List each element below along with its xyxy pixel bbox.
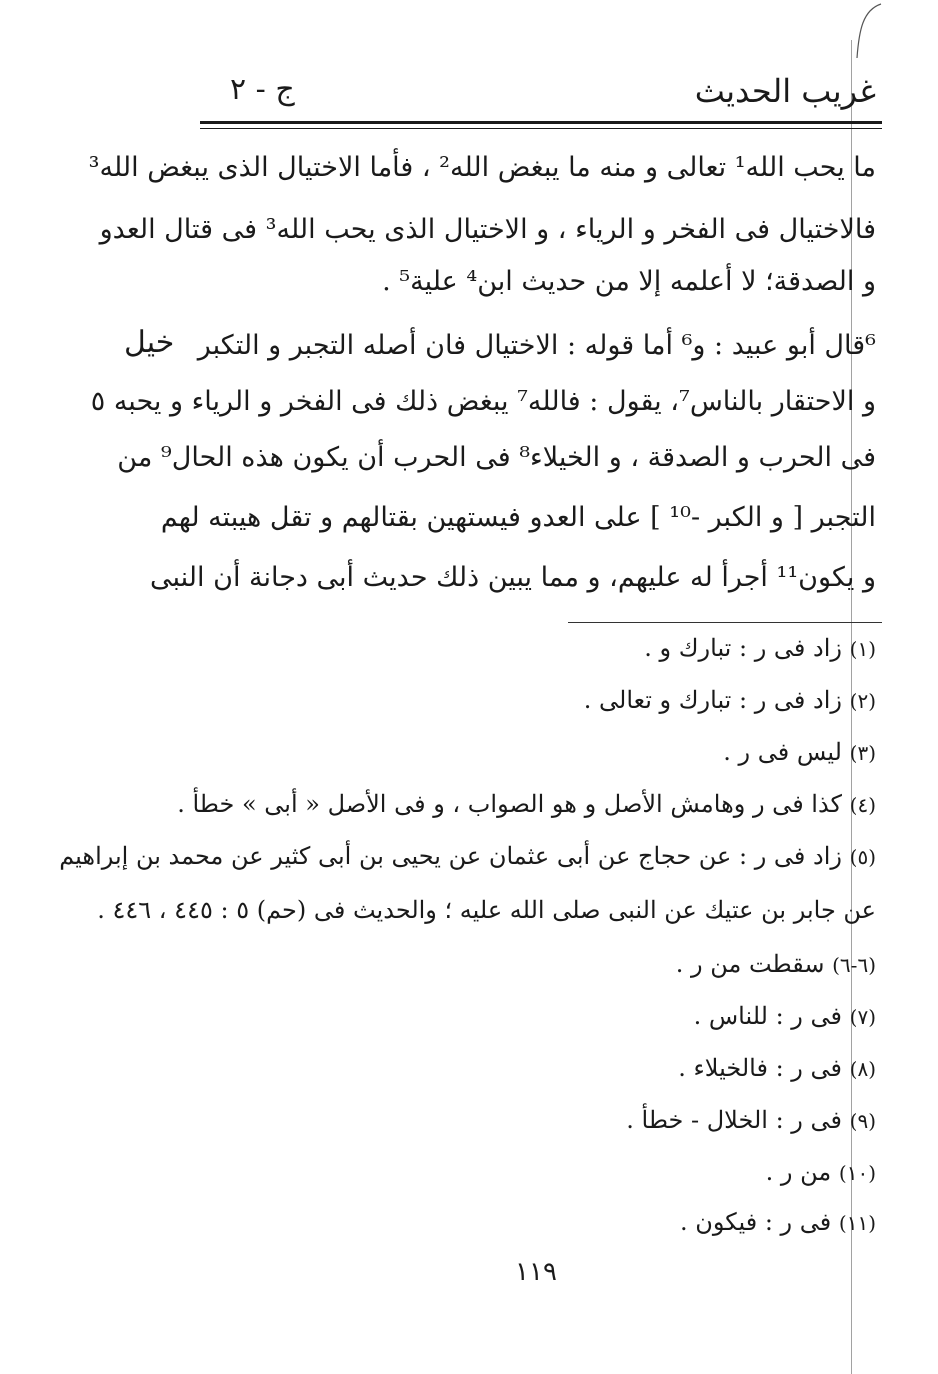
footnote-mark: (٢) xyxy=(849,689,876,713)
footnote-mark: (١) xyxy=(849,637,876,661)
footnote-text: فى ر : للناس . xyxy=(693,1002,842,1030)
footnote-text: ليس فى ر . xyxy=(723,738,842,766)
marginal-keyword: خيل xyxy=(124,325,175,360)
footnote-mark: (١٠) xyxy=(838,1161,876,1185)
body-line-7: التجبر [ و الكبر -¹⁰ ] على العدو فيستهين بقتالهم و تقل هيبته لهم xyxy=(160,502,876,533)
footnote-separator xyxy=(568,622,882,623)
footnote-text: عن جابر بن عتيك عن النبى صلى الله عليه ؛ والحديث فى (حم) ٥ : ٤٤٥ ، ٤٤٦ . xyxy=(97,896,876,924)
volume-label: ج - ٢ xyxy=(230,72,295,107)
footnote-mark: (٨) xyxy=(849,1057,876,1081)
footnote-10 xyxy=(766,1154,876,1191)
footnote-text: فى ر : الخلال - خطأ . xyxy=(626,1106,842,1134)
header-rule-thin xyxy=(200,128,882,129)
body-line-3: و الصدقة؛ لا أعلمه إلا من حديث ابن⁴ علية⁵ . xyxy=(382,266,876,297)
footnote-3 xyxy=(723,734,876,771)
footnote-2 xyxy=(584,682,876,719)
footnote-text: كذا فى ر وهامش الأصل و هو الصواب ، و فى الأصل « أبى » خطأ . xyxy=(177,790,842,818)
body-line-2: فالاختيال فى الفخر و الرياء ، و الاختيال الذى يحب الله³ فى قتال العدو xyxy=(99,214,876,245)
footnote-text: سقطت من ر . xyxy=(675,950,825,978)
page-number: ١١٩ xyxy=(515,1257,557,1287)
header-rule-thick xyxy=(200,121,882,124)
footnote-mark: (٩) xyxy=(849,1109,876,1133)
footnote-mark: (١١) xyxy=(838,1211,876,1235)
footnote-mark: (٤) xyxy=(849,793,876,817)
footnote-text: فى ر : فيكون . xyxy=(679,1208,832,1236)
body-line-1: ما يحب الله¹ تعالى و منه ما يبغض الله² ، فأما الاختيال الذى يبغض الله³ xyxy=(88,152,876,183)
footnote-text: فى ر : فالخيلاء . xyxy=(678,1054,842,1082)
body-line-8: و يكون¹¹ أجرأ له عليهم، و مما يبين ذلك حديث أبى دجانة أن النبى xyxy=(150,562,876,593)
page-curl-mark xyxy=(853,0,883,60)
footnote-text: زاد فى ر : تبارك و تعالى . xyxy=(583,686,842,714)
body-line-5: و الاحتقار بالناس⁷، يقول : فالله⁷ يبغض ذلك فى الفخر و الرياء و يحبه ٥ xyxy=(90,386,876,417)
footnote-mark: (٦-٦) xyxy=(832,953,876,977)
running-head: غريب الحديث xyxy=(694,72,876,110)
footnote-mark: (٣) xyxy=(849,741,876,765)
footnote-5-continued xyxy=(97,892,876,928)
footnote-5 xyxy=(59,838,876,875)
body-line-6: فى الحرب و الصدقة ، و الخيلاء⁸ فى الحرب أن يكون هذه الحال⁹ من xyxy=(117,442,876,473)
footnote-mark: (٥) xyxy=(849,845,876,869)
footnote-mark: (٧) xyxy=(849,1005,876,1029)
footnote-1 xyxy=(644,630,876,667)
footnote-9 xyxy=(626,1102,876,1139)
footnote-4 xyxy=(177,786,876,823)
footnote-text: زاد فى ر : عن حجاج عن أبى عثمان عن يحيى بن أبى كثير عن محمد بن إبراهيم xyxy=(59,842,842,870)
footnote-text: زاد فى ر : تبارك و . xyxy=(644,634,842,662)
footnote-7 xyxy=(694,998,876,1035)
body-line-4: ⁶قال أبو عبيد : و⁶ أما قوله : الاختيال فان أصله التجبر و التكبر xyxy=(197,330,876,361)
footnote-11 xyxy=(680,1204,876,1241)
footnote-8 xyxy=(678,1050,876,1087)
footnote-text: من ر . xyxy=(765,1158,832,1186)
footnote-6 xyxy=(676,946,876,983)
